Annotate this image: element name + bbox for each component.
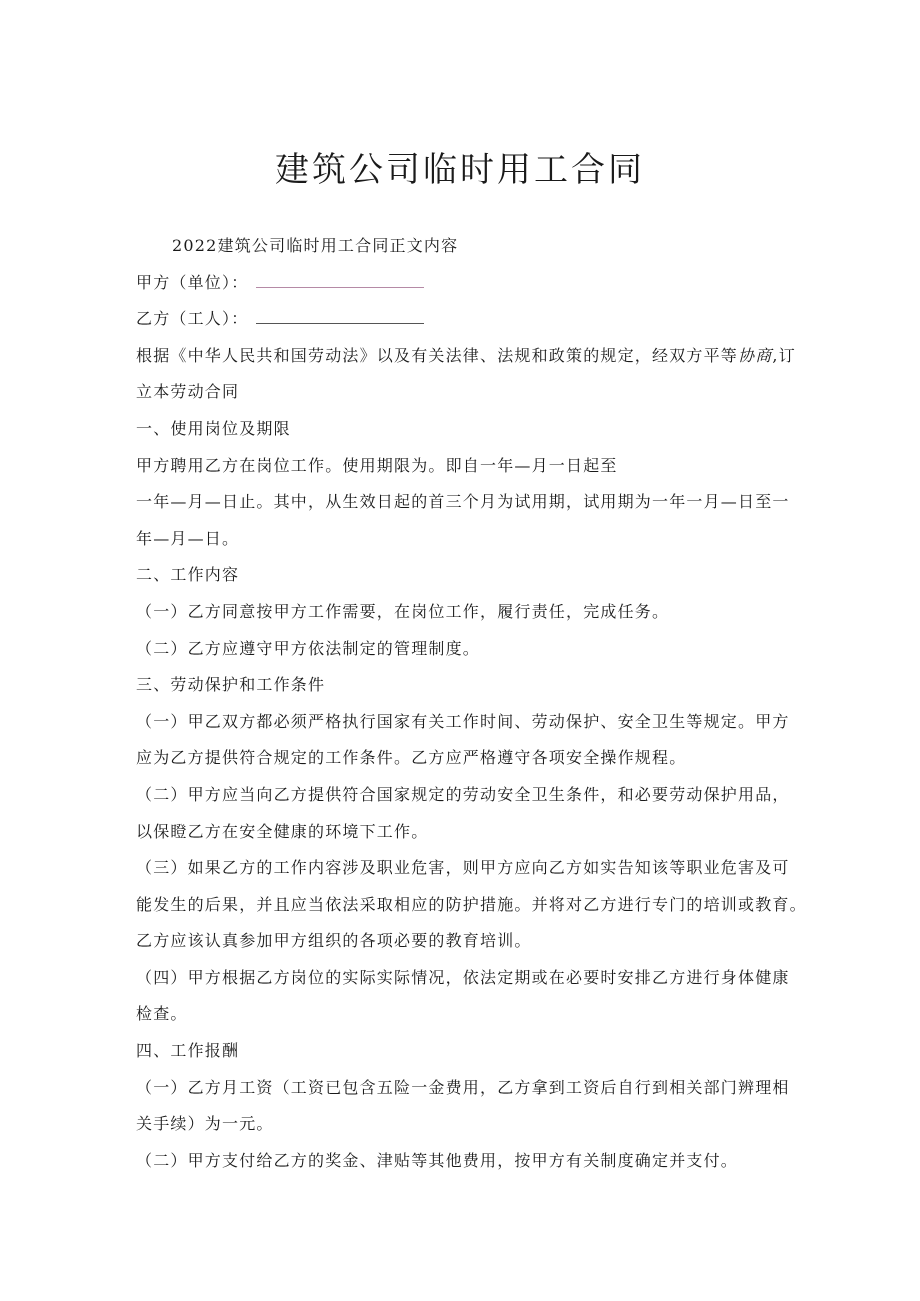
party-a-blank-field[interactable] — [256, 287, 424, 288]
section-3-item-3-line-3: 乙方应该认真参加甲方组织的各项必要的教育培训。 — [136, 931, 532, 951]
party-b-row — [136, 301, 796, 338]
section-3-item-1-line-2: 应为乙方提供符合规定的工作条件。乙方应严格遵守各项安全操作规程。 — [136, 748, 687, 768]
section-1-text-line-3: 年—月—日。 — [136, 528, 240, 548]
party-b-blank-field[interactable] — [256, 323, 424, 324]
section-3-item-2-line-2: 以保瞪乙方在安全健康的环境下工作。 — [136, 821, 429, 841]
document-title: 建筑公司临时用工合同 — [275, 150, 645, 190]
section-1-text-line-2: 一年—月—日止。其中，从生效日起的首三个月为试用期，试用期为一年一月—日至一 — [136, 492, 790, 512]
document-body — [136, 228, 807, 1179]
intro-paragraph-line-2: 立本劳动合同 — [136, 382, 240, 402]
section-4-item-1-line-1: （一）乙方月工资（工资已包含五险一金费用，乙方拿到工资后自行到相关部门辨理相 — [136, 1077, 790, 1097]
section-2-item-1: （一）乙方同意按甲方工作需要，在岗位工作，履行责任，完成任务。 — [136, 601, 670, 621]
section-1-heading: 一、使用岗位及期限 — [136, 418, 291, 438]
section-4-heading: 四、工作报酬 — [136, 1041, 240, 1061]
section-3-heading: 三、劳动保护和工作条件 — [136, 675, 326, 695]
intro-text-italic: 协商 — [738, 345, 773, 365]
section-2-heading: 二、工作内容 — [136, 565, 240, 585]
section-3-item-3-line-1: （三）如果乙方的工作内容涉及职业危害，则甲方应向乙方如实告知该等职业危害及可 — [136, 858, 790, 878]
section-3-item-2-line-1: （二）甲方应当向乙方提供符合国家规定的劳动安全卫生条件，和必要劳动保护用品， — [136, 784, 790, 804]
intro-text: 根据《中华人民共和国劳动法》以及有关法律、法规和政策的规定，经双方平等 — [136, 345, 739, 365]
section-1-text-line-1: 甲方聘用乙方在岗位工作。使用期限为。即自一年—月一日起至 — [136, 455, 618, 475]
section-3-item-1-line-1: （一）甲乙双方都必须严格执行国家有关工作时间、劳动保护、安全卫生等规定。甲方 — [136, 711, 790, 731]
section-3-item-3-line-2: 能发生的后果，并且应当依法采取相应的防护措施。并将对乙方进行专门的培训或教育。 — [136, 894, 807, 914]
section-4-item-2: （二）甲方支付给乙方的奖金、津贴等其他费用，按甲方有关制度确定并支付。 — [136, 1150, 739, 1170]
section-4-item-1-line-2: 关手续）为一元。 — [136, 1114, 274, 1134]
intro-paragraph-line-1 — [136, 338, 796, 375]
party-b-label: 乙方（工人）： — [136, 309, 249, 329]
section-2-item-2: （二）乙方应遵守甲方依法制定的管理制度。 — [136, 638, 481, 658]
section-3-item-4-line-2: 检查。 — [136, 1004, 188, 1024]
intro-text-end: ,订 — [772, 345, 796, 365]
party-a-label: 甲方（单位）： — [136, 272, 249, 292]
document-subtitle: 2022建筑公司临时用工合同正文内容 — [172, 236, 459, 255]
party-a-row — [136, 265, 796, 302]
section-3-item-4-line-1: （四）甲方根据乙方岗位的实际实际情况，依法定期或在必要时安排乙方进行身体健康 — [136, 967, 790, 987]
